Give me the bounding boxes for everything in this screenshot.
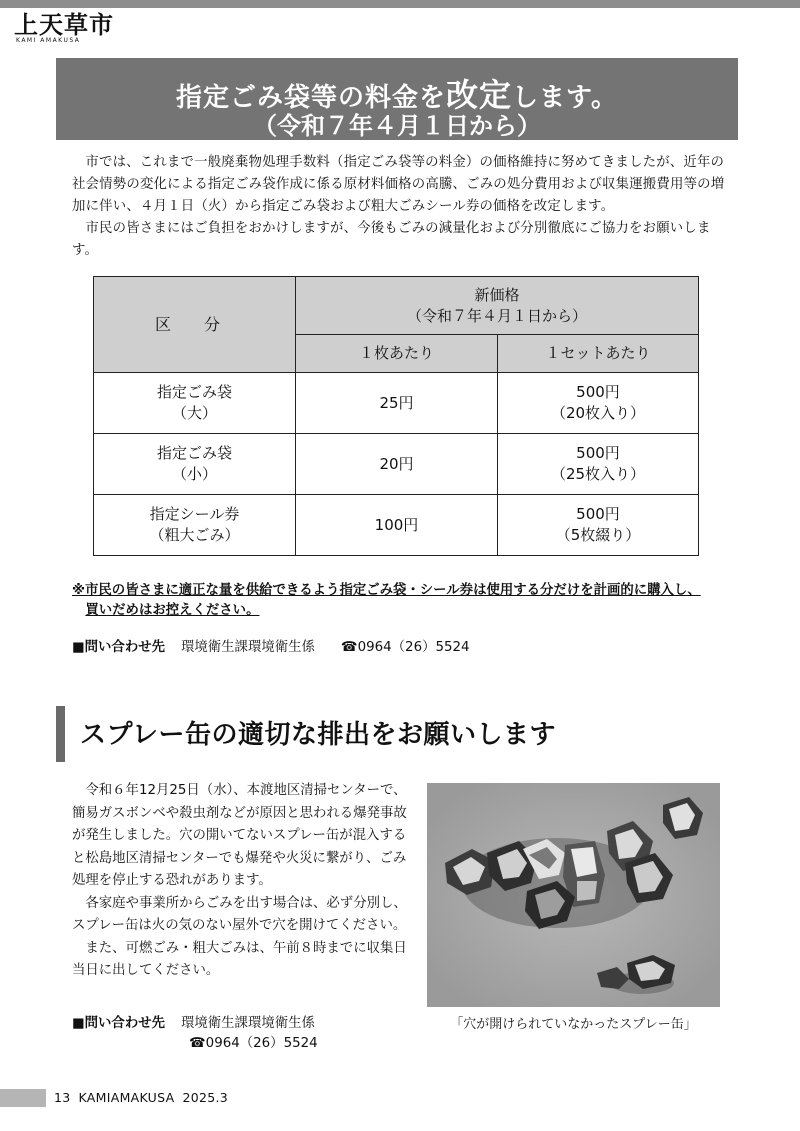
set-price: 500円	[576, 383, 620, 401]
item-name: 指定シール券	[149, 505, 240, 523]
intro-paragraph-2: 市民の皆さまにはご負担をおかけしますが、今後もごみの減量化および分別徹底にご協力をお願いします。	[72, 221, 711, 258]
contact-info	[72, 638, 470, 658]
page-footer	[54, 1089, 236, 1107]
row-per-sheet: 20円	[296, 434, 498, 495]
spray-paragraph-3: また、可燃ごみ・粗大ごみは、午前８時までに収集日当日に出してください。	[72, 940, 407, 978]
item-size: （粗大ごみ）	[149, 526, 240, 544]
header-new-price-date: （令和７年４月１日から）	[406, 306, 587, 325]
header-new-price-label: 新価格	[474, 285, 520, 304]
row-category	[94, 434, 296, 495]
item-size: （大）	[171, 404, 217, 422]
page-subtitle: （令和７年４月１日から）	[253, 112, 541, 140]
crushed-cans-image	[427, 783, 720, 1007]
set-detail: （5枚綴り）	[555, 526, 641, 544]
title-banner	[56, 58, 738, 140]
title-text-post: します。	[512, 83, 618, 113]
set-detail: （20枚入り）	[550, 404, 646, 422]
intro-paragraph-1: 市では、これまで一般廃棄物処理手数料（指定ごみ袋等の料金）の価格維持に努めてきましたが、近年の社会情勢の変化による指定ごみ袋作成に係る原材料価格の高騰、ごみの処分費用および収集運搬費用等の増加に伴い、４月１日（火）から指定ごみ袋および粗大ごみシール券の価格を改定します。	[72, 155, 725, 214]
header-category: 区 分	[94, 277, 296, 373]
table-row	[94, 495, 699, 556]
row-per-set	[498, 434, 699, 495]
header-new-price	[296, 277, 699, 335]
table-row	[94, 434, 699, 495]
spray-paragraph-1: 令和６年12月25日（水）、本渡地区清掃センターで、簡易ガスボンベや殺虫剤などが原因と思われる爆発事故が発生しました。穴の開いてないスプレー缶が混入すると松島地区清掃センターでも爆発や火災に繋がり、ごみ処理を停止する恐れがあります。	[72, 783, 407, 888]
price-table	[93, 276, 699, 556]
set-price: 500円	[576, 505, 620, 523]
row-per-sheet: 25円	[296, 373, 498, 434]
logo-subtext: KAMI AMAKUSA	[16, 37, 81, 44]
item-name: 指定ごみ袋	[156, 444, 232, 462]
set-detail: （25枚入り）	[550, 465, 646, 483]
note-line-1: ※市民の皆さまに適正な量を供給できるよう指定ごみ袋・シール券は使用する分だけを計画的に購入し、	[72, 583, 701, 598]
intro-text	[72, 152, 732, 262]
contact-info	[72, 1014, 318, 1054]
city-logo	[14, 12, 134, 46]
top-bar	[0, 0, 800, 8]
magazine-name: KAMIAMAKUSA	[78, 1090, 175, 1105]
photo-caption: 「穴が開けられていなかったスプレー缶」	[450, 1017, 697, 1032]
header-per-sheet: １枚あたり	[296, 335, 498, 373]
title-text-emphasis: 改定	[446, 76, 513, 114]
contact-phone: ☎0964（26）5524	[340, 640, 470, 655]
contact-label: ■問い合わせ先	[72, 640, 165, 655]
header-per-set: １セットあたり	[498, 335, 699, 373]
purchase-note	[72, 581, 732, 621]
row-per-set	[498, 373, 699, 434]
spray-paragraph-2: 各家庭や事業所からごみを出す場合は、必ず分別し、スプレー缶は火の気のない屋外で穴を開けてください。	[72, 895, 407, 933]
set-price: 500円	[576, 444, 620, 462]
row-category	[94, 373, 296, 434]
contact-phone: ☎0964（26）5524	[189, 1036, 318, 1051]
contact-dept: 環境衛生課環境衛生係	[181, 1016, 315, 1031]
table-row	[94, 373, 699, 434]
section-title: スプレー缶の適切な排出をお願いします	[80, 720, 556, 750]
spray-can-text	[72, 780, 416, 983]
note-line-2: 買いだめはお控えください。	[85, 603, 260, 618]
item-name: 指定ごみ袋	[156, 383, 232, 401]
spray-can-photo	[427, 783, 720, 1007]
contact-dept: 環境衛生課環境衛生係	[181, 640, 315, 655]
issue-date: 2025.3	[182, 1090, 228, 1105]
footer-bar	[0, 1089, 46, 1107]
page-number: 13	[54, 1090, 71, 1105]
row-per-set	[498, 495, 699, 556]
row-category	[94, 495, 296, 556]
item-size: （小）	[171, 465, 217, 483]
section-accent-bar	[56, 706, 65, 762]
logo-text: 上天草市	[14, 10, 114, 39]
row-per-sheet: 100円	[296, 495, 498, 556]
title-text-pre: 指定ごみ袋等の料金を	[176, 83, 447, 113]
contact-label: ■問い合わせ先	[72, 1016, 165, 1031]
